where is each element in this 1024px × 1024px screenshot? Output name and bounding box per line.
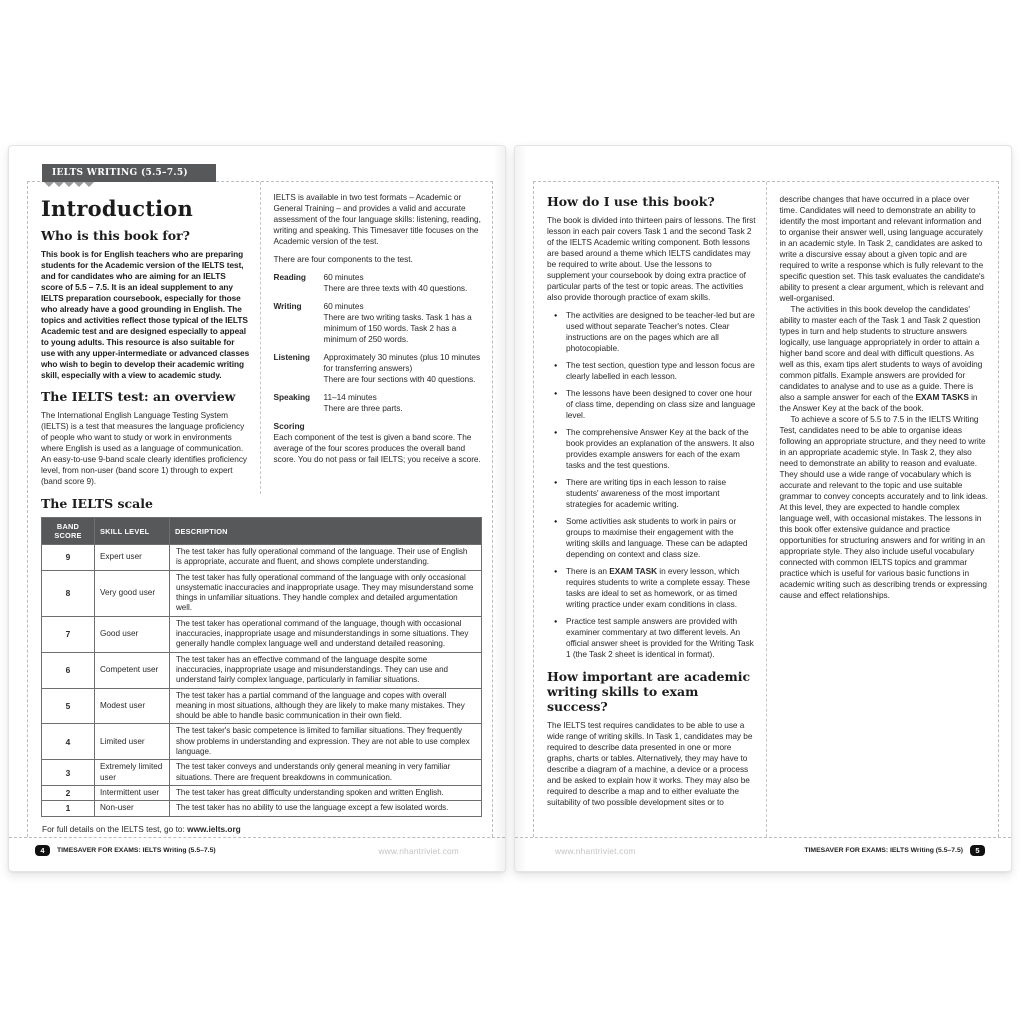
left-page-content xyxy=(27,168,493,837)
skill-level-cell: Extremely limited user xyxy=(95,760,170,786)
component-name: Listening xyxy=(273,352,310,362)
bullet-item: ● The comprehensive Answer Key at the back of the book provides an explanation of the answers. It also provides example answers for each of the exam tasks and the test questions. xyxy=(554,427,756,471)
col2-paragraph: The activities in this book develop the candidates' ability to master each of the Task 1 and Task 2 question types in turn and help students to structure answers logically, use language appropriately in order to attain a higher band score and deal with difficult questions. As well as this, exam tips alert students to ways of avoiding common pitfalls. Example answers are provided for candidates to analyse and to use as a guide. There is also a sample answer for each of the EXAM TASKS in the Answer Key at the back of the book. xyxy=(779,304,983,413)
bullet-list xyxy=(547,310,756,660)
overview-heading: The IELTS test: an overview xyxy=(41,389,236,404)
right-page-footer xyxy=(515,837,1011,871)
right-page-columns xyxy=(534,182,998,837)
table-row xyxy=(42,545,482,571)
component-time: 60 minutes xyxy=(323,301,364,311)
scoring-heading: Scoring xyxy=(273,421,305,431)
components-intro: There are four components to the test. xyxy=(273,254,413,264)
footer-label: TIMESAVER FOR EXAMS: IELTS Writing (5.5–7.5) xyxy=(57,847,216,854)
component-name: Reading xyxy=(273,272,306,282)
table-row xyxy=(42,616,482,652)
component-time: Approximately 30 minutes (plus 10 minutes for transferring answers) xyxy=(323,352,481,373)
band-score-cell: 1 xyxy=(42,801,95,816)
description-cell: The test taker's basic competence is limited to familiar situations. They frequently show problems in understanding and expression. They are not able to use complex language. xyxy=(170,724,482,760)
scale-heading: The IELTS scale xyxy=(41,496,153,511)
page-number-badge: 4 xyxy=(35,845,50,856)
scale-section xyxy=(28,496,492,834)
component-time: 60 minutes xyxy=(323,272,364,282)
bullet-item: ● Practice test sample answers are provided with examiner commentary at two different levels. An official answer sheet is provided for the Writing Task 1 (the Task 2 sheet is identical in format). xyxy=(554,616,756,660)
footer-site: www.nhantriviet.com xyxy=(378,845,459,856)
component-note: There are three parts. xyxy=(323,403,403,413)
component-note: There are four sections with 40 questions. xyxy=(323,374,476,384)
formats-text: IELTS is available in two test formats – Academic or General Training – and provides a valid and accurate assessment of the four language skills: listening, reading, writing and speaking. This Timesaver title focuses on the Academic version of the test. xyxy=(273,192,481,246)
who-text: This book is for English teachers who are preparing students for the Academic version of the IELTS test, and for candidates who are aiming for an IELTS score of 5.5 – 7.5. It is an ideal supplement to any IELTS preparation coursebook, especially for those who already have a good grounding in English. The topics and activities reflect those typical of the IELTS Academic test and are designed especially to appeal to young adults. This resource is also suitable for use with any upper-intermediate or advanced classes who wish to begin to develop their academic writing skill, especially with a view to academic study. xyxy=(41,249,250,380)
description-cell: The test taker has a partial command of the language and copes with overall meaning in most situations, although they are likely to make many mistakes. They should be able to handle basic communication in their own field. xyxy=(170,688,482,724)
component-note: There are two writing tasks. Task 1 has a minimum of 150 words. Task 2 has a minimum of 250 words. xyxy=(323,312,472,344)
left-page-footer xyxy=(9,837,505,871)
right-column-2 xyxy=(766,182,999,837)
skill-level-cell: Limited user xyxy=(95,724,170,760)
skill-level-cell: Expert user xyxy=(95,545,170,571)
right-page xyxy=(514,145,1012,872)
band-score-cell: 7 xyxy=(42,616,95,652)
description-cell: The test taker has great difficulty understanding spoken and written English. xyxy=(170,785,482,800)
band-score-cell: 2 xyxy=(42,785,95,800)
importance-text: The IELTS test requires candidates to be able to use a wide range of writing skills. In Task 1, candidates may be required to describe data presented in one or more graphs, charts or tables. Alternatively, they may have to describe a diagram of a machine, a device or a process and be asked to explain how it works. They may also be required to describe a map and to either evaluate the suitability of two possible development sites or to xyxy=(547,720,753,807)
skill-level-cell: Intermittent user xyxy=(95,785,170,800)
banner-label: IELTS WRITING (5.5–7.5) xyxy=(52,168,188,178)
component-name: Writing xyxy=(273,301,302,311)
table-row xyxy=(42,570,482,616)
band-score-cell: 3 xyxy=(42,760,95,786)
left-column-1 xyxy=(28,182,260,494)
band-score-cell: 6 xyxy=(42,652,95,688)
description-cell: The test taker has no ability to use the language except a few isolated words. xyxy=(170,801,482,816)
col-header-band-score: BAND SCORE xyxy=(42,518,95,545)
description-cell: The test taker has an effective command of the language despite some inaccuracies, inappropriate usage and misunderstandings. They can use and understand fairly complex language, particularly in familiar situations. xyxy=(170,652,482,688)
component-row xyxy=(274,392,483,414)
bullet-item: ● The activities are designed to be teacher-led but are used without separate Teacher's notes. Clear instructions are on the pages which are all photocopiable. xyxy=(554,310,756,354)
left-column-2 xyxy=(260,182,493,494)
component-name: Speaking xyxy=(273,392,310,402)
page-number-badge: 5 xyxy=(970,845,985,856)
band-score-cell: 4 xyxy=(42,724,95,760)
book-spread xyxy=(8,145,1012,872)
scoring-text: Each component of the test is given a band score. The average of the four scores produces the overall band score. You do not pass or fail IELTS; you receive a score. xyxy=(273,432,481,464)
component-time: 11–14 minutes xyxy=(323,392,377,402)
table-row xyxy=(42,652,482,688)
bullet-item: ● There are writing tips in each lesson to raise students' awareness of the most important strategies for academic writing. xyxy=(554,477,756,510)
description-cell: The test taker has fully operational command of the language with only occasional unsystematic inaccuracies and inappropriate usage. They may misunderstand some things in unfamiliar situations. They handle complex and detailed argumentation well. xyxy=(170,570,482,616)
table-row xyxy=(42,785,482,800)
footer-label: TIMESAVER FOR EXAMS: IELTS Writing (5.5–7.5) xyxy=(804,847,963,854)
section-banner xyxy=(42,164,216,182)
band-score-cell: 9 xyxy=(42,545,95,571)
footnote: For full details on the IELTS test, go to: www.ielts.org xyxy=(42,823,241,834)
col2-paragraph: describe changes that have occurred in a place over time. Candidates will need to demonstrate an ability to identify the most important and relevant information and to organise their answer well, using language accurately in an academic style. In Task 2, candidates are asked to write a discursive essay about a given topic and are required to write a response which is fully relevant to the specific question set. This task evaluates the candidate's ability to present a clear argument, which is relevant and well-organised. xyxy=(779,194,985,303)
component-note: There are three texts with 40 questions. xyxy=(323,283,468,293)
band-score-cell: 8 xyxy=(42,570,95,616)
bullet-item: ● The lessons have been designed to cover one hour of class time, depending on class size and language level. xyxy=(554,388,756,421)
table-header-row xyxy=(42,518,482,545)
table-row xyxy=(42,724,482,760)
who-heading: Who is this book for? xyxy=(41,228,191,243)
importance-heading: How important are academic writing skills to exam success? xyxy=(547,669,751,714)
component-row xyxy=(274,301,483,345)
skill-level-cell: Good user xyxy=(95,616,170,652)
right-column-1 xyxy=(534,182,766,837)
description-cell: The test taker has fully operational command of the language. Their use of English is appropriate, accurate and fluent, and shows complete understanding. xyxy=(170,545,482,571)
skill-level-cell: Very good user xyxy=(95,570,170,616)
use-heading: How do I use this book? xyxy=(547,194,715,209)
left-page xyxy=(8,145,506,872)
skill-level-cell: Non-user xyxy=(95,801,170,816)
overview-text: The International English Language Testing System (IELTS) is a test that measures the language proficiency of people who want to study or work in environments where English is used as a language of communication. An easy-to-use 9-band scale clearly identifies proficiency level, from non-user (band score 1) through to expert (band score 9). xyxy=(41,410,248,486)
ielts-scale-table xyxy=(41,517,482,817)
page-title: Introduction xyxy=(41,196,193,221)
col-header-description: DESCRIPTION xyxy=(170,518,482,545)
footer-site: www.nhantriviet.com xyxy=(555,845,636,856)
description-cell: The test taker has operational command of the language, though with occasional inaccuracies, inappropriate usage and misunderstandings in some situations. They generally handle complex language well and understand detailed reasoning. xyxy=(170,616,482,652)
table-row xyxy=(42,688,482,724)
bullet-item: ● There is an EXAM TASK in every lesson, which requires students to write a complete essay. These tasks are ideal to set as homework, or as timed writing practice under exam conditions in class. xyxy=(554,566,756,610)
table-row xyxy=(42,801,482,816)
skill-level-cell: Competent user xyxy=(95,652,170,688)
component-row xyxy=(274,272,483,294)
bullet-item: ● The test section, question type and lesson focus are clearly labelled in each lesson. xyxy=(554,360,756,382)
col-header-skill-level: SKILL LEVEL xyxy=(95,518,170,545)
skill-level-cell: Modest user xyxy=(95,688,170,724)
band-score-cell: 5 xyxy=(42,688,95,724)
banner-torn-edge-icon xyxy=(44,182,94,187)
bullet-item: ● Some activities ask students to work in pairs or groups to maximise their engagement with the writing skills and language. These can be adapted depending on context and class size. xyxy=(554,516,756,560)
description-cell: The test taker conveys and understands only general meaning in very familiar situations. There are frequent breakdowns in communication. xyxy=(170,760,482,786)
right-page-content xyxy=(533,181,999,837)
left-page-columns xyxy=(28,182,492,494)
col2-paragraph: To achieve a score of 5.5 to 7.5 in the IELTS Writing Test, candidates need to be able to organise ideas following an appropriate structure, and they need to write in an appropriate academic style. In Task 2, they also need to demonstrate an ability to reason and evaluate. They should use a wide range of vocabulary which is accurate and relevant to the topic and use suitable grammar to convey concepts accurately and to link ideas. At this level, they are expected to handle complex language well, with occasional mistakes. The lessons in this book offer extensive guidance and practice opportunities for structuring answers and for writing in an appropriate style. They also include useful vocabulary connected with common IELTS topics and grammar practice which is useful for various basic functions in academic writing such as describing trends or expressing cause and effect relationships. xyxy=(779,414,988,600)
table-row xyxy=(42,760,482,786)
use-text: The book is divided into thirteen pairs of lessons. The first lesson in each pair covers Task 1 and the second Task 2 of the IELTS Academic writing component. Both lessons are based around a theme which IELTS candidates may be required to write about. Use the lessons to supplement your coursebook by doing extra practice of particular parts of the test or topic areas. The activities also provide thorough practice of exam skills. xyxy=(547,215,756,302)
component-row xyxy=(274,352,483,385)
